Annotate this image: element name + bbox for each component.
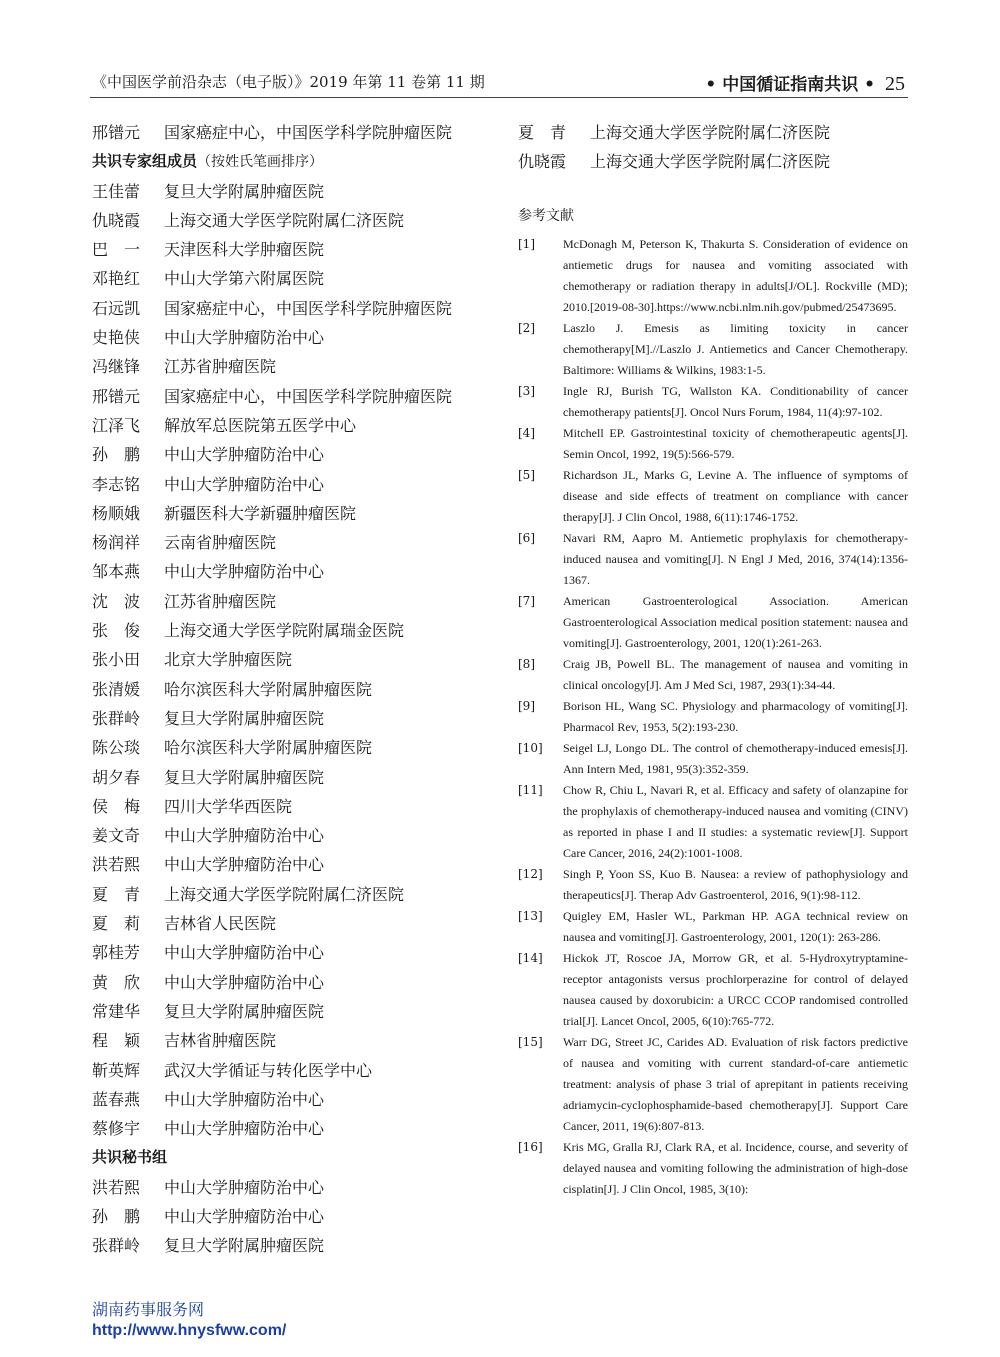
- group-heading-title: 共识专家组成员: [92, 152, 198, 171]
- reference-number: [5]: [518, 468, 535, 482]
- reference-text: Richardson JL, Marks G, Levine A. The influence of symptoms of disease and side effects of treatment on compliance with cancer therapy[J]. J Clin Oncol, 1988, 6(11):1746-1752.: [563, 468, 908, 524]
- reference-item: [518, 1032, 908, 1137]
- reference-text: Seigel LJ, Longo DL. The control of chemotherapy-induced emesis[J]. Ann Intern Med, 1981, 95(3):352-359.: [563, 741, 908, 776]
- member-row: [92, 1114, 502, 1143]
- reference-text: Navari RM, Aapro M. Antiemetic prophylaxis for chemotherapy-induced nausea and vomiting[J]. N Engl J Med, 2016, 374(14):1356-1367.: [563, 531, 908, 587]
- member-row: [92, 118, 502, 147]
- reference-number: [16]: [518, 1140, 543, 1154]
- reference-number: [15]: [518, 1035, 543, 1049]
- member-row: [92, 235, 502, 264]
- reference-number: [7]: [518, 594, 535, 608]
- reference-item: [518, 906, 908, 948]
- member-org: 复旦大学附属肿瘤医院: [164, 1001, 325, 1021]
- reference-number: [9]: [518, 699, 535, 713]
- reference-item: [518, 381, 908, 423]
- member-org: 中山大学第六附属医院: [164, 269, 325, 289]
- member-row: [92, 264, 502, 293]
- reference-number: [14]: [518, 951, 543, 965]
- member-name: 石远凯: [92, 298, 141, 318]
- member-org: 国家癌症中心，中国医学科学院肿瘤医院: [164, 123, 453, 142]
- reference-number: [6]: [518, 531, 535, 545]
- member-row: [518, 118, 908, 147]
- member-row: [92, 557, 502, 586]
- member-name: 巴 一: [92, 240, 141, 260]
- member-org: 吉林省肿瘤医院: [164, 1031, 277, 1051]
- member-row: [92, 880, 502, 909]
- member-org: 哈尔滨医科大学附属肿瘤医院: [164, 679, 373, 699]
- group-heading-title: 共识秘书组: [92, 1148, 168, 1167]
- reference-item: [518, 528, 908, 591]
- member-org: 上海交通大学医学院附属仁济医院: [164, 884, 405, 904]
- member-name: 仇晓霞: [92, 210, 141, 230]
- member-row: [92, 528, 502, 557]
- member-row: [92, 177, 502, 206]
- footer: [92, 1301, 286, 1341]
- member-row: [92, 968, 502, 997]
- member-org: 上海交通大学医学院附属仁济医院: [164, 210, 405, 230]
- member-name: 仇晓霞: [518, 152, 567, 172]
- member-name: 张小田: [92, 650, 141, 670]
- reference-item: [518, 423, 908, 465]
- member-row: [92, 1026, 502, 1055]
- member-row: [92, 821, 502, 850]
- member-org: 国家癌症中心，中国医学科学院肿瘤医院: [164, 386, 453, 406]
- member-name: 孙 鹏: [92, 445, 141, 465]
- reference-item: [518, 1137, 908, 1200]
- journal-header: 《中国医学前沿杂志（电子版）》2019 年第 11 卷第 11 期: [92, 73, 485, 91]
- member-row: [92, 499, 502, 528]
- member-org: 复旦大学附属肿瘤医院: [164, 708, 325, 728]
- member-org: 复旦大学附属肿瘤医院: [164, 181, 325, 201]
- member-row: [92, 733, 502, 762]
- group-heading-note: （按姓氏笔画排序）: [197, 154, 324, 171]
- member-row: [92, 1056, 502, 1085]
- reference-number: [10]: [518, 741, 543, 755]
- member-row: [92, 206, 502, 235]
- member-org: 中山大学肿瘤防治中心: [164, 1089, 325, 1109]
- member-org: 中山大学肿瘤防治中心: [164, 972, 325, 992]
- member-name: 张群岭: [92, 1236, 141, 1256]
- member-row: [92, 323, 502, 352]
- member-org: 哈尔滨医科大学附属肿瘤医院: [164, 738, 373, 758]
- reference-number: [13]: [518, 909, 543, 923]
- member-name: 侯 梅: [92, 796, 141, 816]
- reference-item: [518, 780, 908, 864]
- member-row: [92, 1231, 502, 1260]
- member-name: 蔡修宇: [92, 1119, 141, 1139]
- reference-text: Craig JB, Powell BL. The management of nausea and vomiting in clinical oncology[J]. Am J Med Sci, 1987, 293(1):34-44.: [563, 657, 908, 692]
- member-row: [92, 763, 502, 792]
- member-row: [92, 440, 502, 469]
- member-org: 江苏省肿瘤医院: [164, 357, 277, 377]
- member-name: 夏 青: [92, 884, 141, 904]
- member-name: 洪若熙: [92, 855, 141, 875]
- member-row: [92, 616, 502, 645]
- member-row: [92, 997, 502, 1026]
- member-name: 夏 青: [518, 123, 567, 142]
- member-row: [92, 411, 502, 440]
- group-heading: [92, 1143, 502, 1172]
- member-org: 中山大学肿瘤防治中心: [164, 1206, 325, 1226]
- reference-item: [518, 465, 908, 528]
- reference-item: [518, 696, 908, 738]
- member-name: 黄 欣: [92, 972, 141, 992]
- member-org: 中山大学肿瘤防治中心: [164, 1177, 325, 1197]
- footer-url[interactable]: http://www.hnysfww.com/: [92, 1322, 287, 1339]
- member-org: 中山大学肿瘤防治中心: [164, 562, 325, 582]
- member-row: [92, 587, 502, 616]
- member-org: 北京大学肿瘤医院: [164, 650, 293, 670]
- reference-text: McDonagh M, Peterson K, Thakurta S. Consideration of evidence on antiemetic drugs for nausea and vomiting associated with chemotherapy or radiation therapy in adults[J/OL]. Rockville (MD); 2010.[2019-08-30].https://www.ncbi.nlm.nih.gov/pubmed/25473695.: [563, 237, 908, 314]
- member-name: 程 颖: [92, 1031, 141, 1051]
- member-name: 冯继锋: [92, 357, 141, 377]
- member-row: [92, 1173, 502, 1202]
- reference-number: [3]: [518, 384, 535, 398]
- member-name: 常建华: [92, 1001, 141, 1021]
- member-org: 中山大学肿瘤防治中心: [164, 1119, 325, 1139]
- reference-item: [518, 738, 908, 780]
- member-name: 陈公琰: [92, 738, 141, 758]
- reference-text: Kris MG, Gralla RJ, Clark RA, et al. Incidence, course, and severity of delayed nausea and vomiting following the administration of high-dose cisplatin[J]. J Clin Oncol, 1985, 3(10):: [563, 1140, 908, 1196]
- group-heading: [92, 147, 502, 176]
- reference-item: [518, 654, 908, 696]
- member-row: [92, 704, 502, 733]
- page-number: 25: [885, 73, 905, 95]
- member-org: 新疆医科大学新疆肿瘤医院: [164, 503, 357, 523]
- member-name: 靳英辉: [92, 1060, 141, 1080]
- member-row: [92, 1085, 502, 1114]
- member-name: 郭桂芳: [92, 943, 141, 963]
- reference-text: Ingle RJ, Burish TG, Wallston KA. Conditionability of cancer chemotherapy patients[J]. Oncol Nurs Forum, 1984, 11(4):97-102.: [563, 384, 908, 419]
- member-name: 邢镨元: [92, 386, 141, 406]
- references-list: [518, 234, 908, 1200]
- member-row: [92, 909, 502, 938]
- expert-list-left: [92, 118, 502, 1261]
- section-header: [705, 70, 905, 96]
- header-rule: [90, 97, 908, 98]
- reference-text: Hickok JT, Roscoe JA, Morrow GR, et al. 5-Hydroxytryptamine-receptor antagonists versus prochlorperazine for control of delayed nausea caused by doxorubicin: a URCC CCOP randomised controlled trial[J]. Lancet Oncol, 2005, 6(10):765-772.: [563, 951, 908, 1028]
- expert-list-right: [518, 118, 908, 177]
- member-org: 复旦大学附属肿瘤医院: [164, 1236, 325, 1256]
- member-name: 夏 莉: [92, 914, 141, 934]
- member-name: 张清媛: [92, 679, 141, 699]
- member-row: [92, 382, 502, 411]
- reference-number: [11]: [518, 783, 543, 797]
- reference-text: Laszlo J. Emesis as limiting toxicity in cancer chemotherapy[M].//Laszlo J. Antiemetics and Cancer Chemotherapy. Baltimore: Williams & Wilkins, 1983:1-5.: [563, 321, 908, 377]
- reference-number: [12]: [518, 867, 543, 881]
- member-name: 张 俊: [92, 621, 141, 641]
- member-row: [92, 1202, 502, 1231]
- reference-item: [518, 864, 908, 906]
- member-org: 中山大学肿瘤防治中心: [164, 826, 325, 846]
- member-name: 邢镨元: [92, 123, 141, 142]
- member-org: 上海交通大学医学院附属仁济医院: [590, 152, 831, 172]
- member-org: 中山大学肿瘤防治中心: [164, 474, 325, 494]
- member-org: 武汉大学循证与转化医学中心: [164, 1060, 373, 1080]
- reference-text: Mitchell EP. Gastrointestinal toxicity of chemotherapeutic agents[J]. Semin Oncol, 1992, 19(5):566-579.: [563, 426, 908, 461]
- member-name: 李志铭: [92, 474, 141, 494]
- member-org: 江苏省肿瘤医院: [164, 591, 277, 611]
- member-row: [92, 294, 502, 323]
- member-name: 姜文奇: [92, 826, 141, 846]
- reference-item: [518, 948, 908, 1032]
- reference-text: Warr DG, Street JC, Carides AD. Evaluation of risk factors predictive of nausea and vomiting with current standard-of-care antiemetic treatment: analysis of phase 3 trial of aprepitant in patients receiving adriamycin-cyclophosphamide-based chemotherapy[J]. Support Care Cancer, 2011, 19(6):807-813.: [563, 1035, 908, 1133]
- reference-text: Quigley EM, Hasler WL, Parkman HP. AGA technical review on nausea and vomiting[J]. Gastroenterology, 2001, 120(1): 263-286.: [563, 909, 908, 944]
- member-name: 洪若熙: [92, 1177, 141, 1197]
- footer-site: 湖南药事服务网: [92, 1302, 205, 1319]
- member-name: 杨润祥: [92, 533, 141, 553]
- section-title: • 中国循证指南共识 •: [705, 75, 875, 95]
- member-name: 邓艳红: [92, 269, 141, 289]
- member-row: [92, 938, 502, 967]
- reference-text: Borison HL, Wang SC. Physiology and pharmacology of vomiting[J]. Pharmacol Rev, 1953, 5(2):193-230.: [563, 699, 908, 734]
- reference-text: Chow R, Chiu L, Navari R, et al. Efficacy and safety of olanzapine for the prophylaxis of chemotherapy-induced nausea and vomiting (CINV) as reported in phase I and II studies: a systematic review[J]. Support Care Cancer, 2016, 24(2):1001-1008.: [563, 783, 908, 860]
- member-row: [92, 470, 502, 499]
- member-row: [92, 352, 502, 381]
- member-org: 云南省肿瘤医院: [164, 533, 277, 553]
- reference-text: American Gastroenterological Association. American Gastroenterological Association medical position statement: nausea and vomiting[J]. Gastroenterology, 2001, 120(1):261-263.: [563, 594, 908, 650]
- member-org: 四川大学华西医院: [164, 796, 293, 816]
- member-org: 国家癌症中心，中国医学科学院肿瘤医院: [164, 298, 453, 318]
- member-org: 中山大学肿瘤防治中心: [164, 855, 325, 875]
- member-name: 沈 波: [92, 591, 141, 611]
- reference-item: [518, 234, 908, 318]
- member-row: [92, 675, 502, 704]
- member-name: 胡夕春: [92, 767, 141, 787]
- member-row: [518, 147, 908, 176]
- member-row: [92, 792, 502, 821]
- member-org: 中山大学肿瘤防治中心: [164, 445, 325, 465]
- reference-text: Singh P, Yoon SS, Kuo B. Nausea: a review of pathophysiology and therapeutics[J]. Therap Adv Gastroenterol, 2016, 9(1):98-112.: [563, 867, 908, 902]
- member-name: 史艳侠: [92, 328, 141, 348]
- reference-number: [4]: [518, 426, 535, 440]
- member-org: 复旦大学附属肿瘤医院: [164, 767, 325, 787]
- references-title: 参考文献: [518, 208, 574, 224]
- reference-item: [518, 591, 908, 654]
- member-name: 张群岭: [92, 708, 141, 728]
- member-org: 中山大学肿瘤防治中心: [164, 943, 325, 963]
- member-name: 杨顺娥: [92, 503, 141, 523]
- reference-item: [518, 318, 908, 381]
- reference-number: [1]: [518, 237, 535, 251]
- member-name: 江泽飞: [92, 415, 141, 435]
- member-org: 上海交通大学医学院附属仁济医院: [590, 123, 831, 142]
- member-row: [92, 850, 502, 879]
- member-org: 天津医科大学肿瘤医院: [164, 240, 325, 260]
- member-name: 王佳蕾: [92, 181, 141, 201]
- reference-number: [2]: [518, 321, 535, 335]
- member-org: 吉林省人民医院: [164, 914, 277, 934]
- member-org: 解放军总医院第五医学中心: [164, 415, 357, 435]
- member-name: 邹本燕: [92, 562, 141, 582]
- member-org: 上海交通大学医学院附属瑞金医院: [164, 621, 405, 641]
- member-name: 蓝春燕: [92, 1089, 141, 1109]
- reference-number: [8]: [518, 657, 535, 671]
- member-org: 中山大学肿瘤防治中心: [164, 328, 325, 348]
- member-name: 孙 鹏: [92, 1206, 141, 1226]
- member-row: [92, 645, 502, 674]
